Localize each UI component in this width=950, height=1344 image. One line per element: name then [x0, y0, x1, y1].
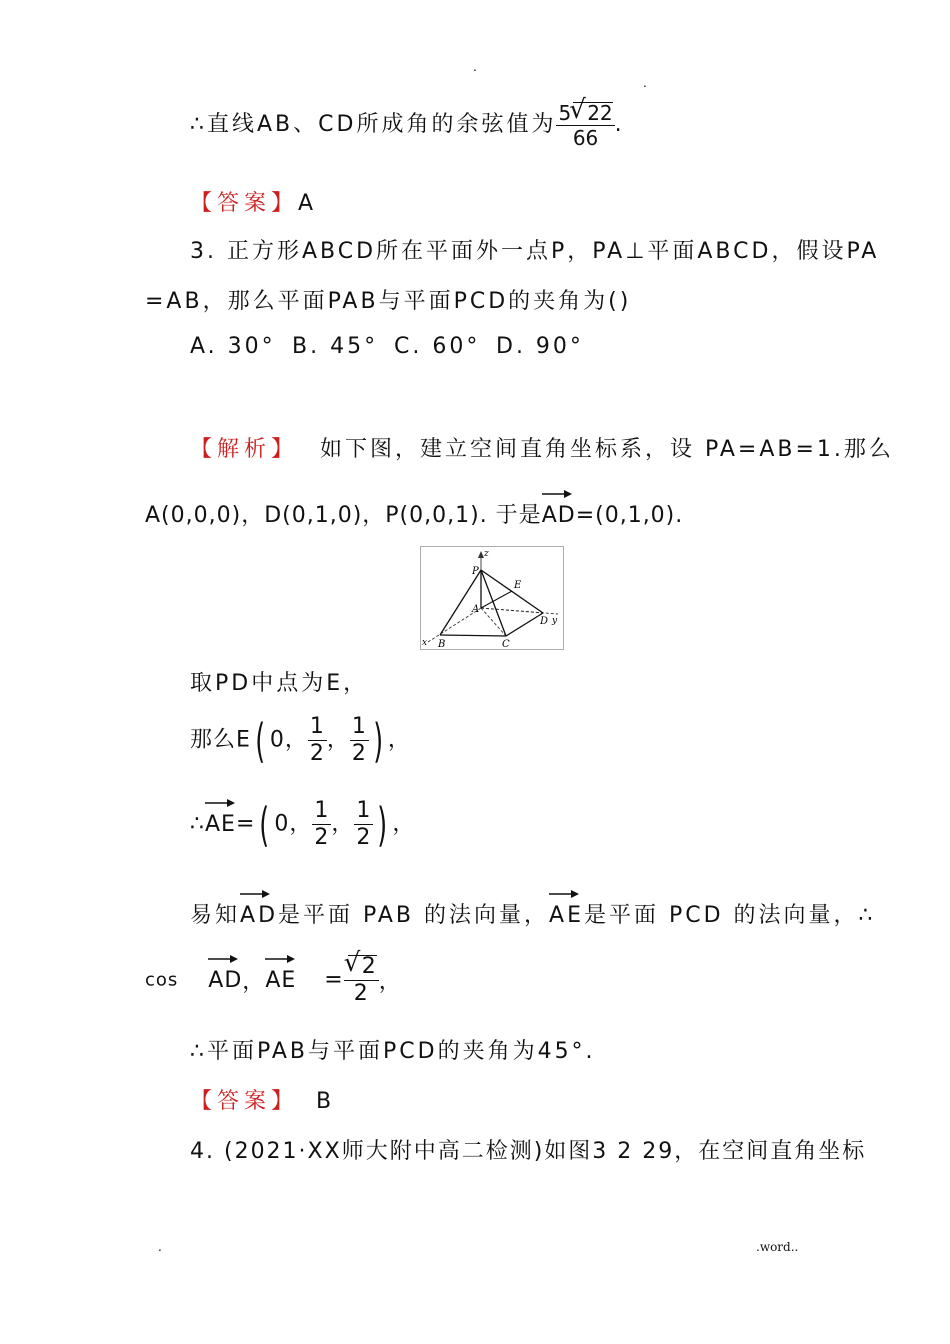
vector-ad-label: AD [541, 503, 576, 528]
vector-ae-label: AE [265, 967, 297, 993]
pyramid-figure [420, 546, 564, 650]
option-a: A. 30° [190, 334, 276, 359]
answer-label: 【答案】 [190, 1089, 299, 1114]
equals: = [235, 811, 256, 837]
half-fraction-1 [308, 716, 327, 765]
sqrt2-over-2 [344, 955, 379, 1005]
cos-sep: ， [242, 969, 266, 995]
vector-ae-3 [265, 968, 296, 993]
vector-ad-label: AD [208, 967, 243, 993]
label-c: C [502, 639, 510, 650]
label-p: P [472, 566, 479, 577]
half-fraction-3 [312, 800, 331, 849]
paren-right: ) [377, 797, 389, 852]
radicand: 22 [587, 101, 613, 125]
option-d: D. 90° [496, 334, 584, 359]
point-e-coords [190, 713, 411, 768]
sep: ， [331, 811, 355, 837]
vector-ad-3 [208, 968, 242, 993]
normal-c: 是平面 PCD 的法向量，∴ [583, 903, 876, 928]
cos-label: cos [145, 969, 179, 991]
answer-2 [190, 1084, 334, 1115]
radicand: 2 [361, 954, 377, 979]
q3-line2: =AB，那么平面PAB与平面PCD的夹角为() [145, 289, 632, 314]
cosine-result-line [190, 102, 625, 148]
q3-line1: 3. 正方形ABCD所在平面外一点P，PA⊥平面ABCD，假设PA [190, 239, 880, 264]
take-midpoint: 取PD中点为E， [190, 671, 369, 696]
analysis-label: 【解析】 [190, 437, 299, 462]
vector-arrow-icon [208, 954, 238, 964]
option-b: B. 45° [292, 334, 379, 359]
vector-ad [542, 503, 576, 528]
header-dot-left: . [473, 60, 477, 74]
label-a: A [472, 604, 480, 615]
analysis-line1 [190, 432, 894, 463]
e-zero: 0， [269, 727, 308, 753]
numerator-coef: 5 [558, 101, 572, 125]
normal-b: 是平面 PAB 的法向量， [278, 903, 550, 928]
footer-dot: . [158, 1240, 162, 1254]
paren-right: ) [373, 713, 384, 768]
e-prefix: 那么E [190, 727, 251, 753]
frac-num: 1 [356, 798, 372, 823]
paren-left: ( [255, 713, 266, 768]
normal-vectors-line [190, 898, 876, 929]
vector-ae-2 [549, 903, 584, 928]
vector-ad-label: AD [240, 903, 279, 928]
frac-num: 1 [309, 714, 325, 739]
frac-num: 1 [351, 714, 367, 739]
cosine-result-text: ∴直线AB、CD所成角的余弦值为 [190, 112, 557, 137]
q3-options [190, 334, 584, 359]
half-fraction-2 [350, 716, 369, 765]
cos-line [145, 955, 402, 1005]
answer-label: 【答案】 [190, 191, 299, 216]
vector-ae-label: AE [549, 903, 584, 928]
sqrt-2 [348, 955, 377, 978]
label-e: E [514, 580, 522, 591]
vector-ae-coords [190, 797, 416, 852]
option-c: C. 60° [394, 334, 481, 359]
vector-ae [205, 812, 236, 837]
label-b: B [438, 639, 446, 650]
answer-1 [190, 186, 316, 217]
half-fraction-4 [354, 800, 373, 849]
period: . [614, 112, 625, 137]
equals: = [324, 967, 344, 993]
label-z: z [484, 549, 489, 559]
tail: ， [392, 811, 416, 837]
footer-word: .word.. [756, 1240, 799, 1254]
analysis-text1: 如下图，建立空间直角坐标系，设 PA=AB=1.那么 [320, 437, 894, 462]
frac-den: 2 [309, 741, 325, 766]
label-y: y [552, 616, 558, 626]
coords-text: A(0,0,0)，D(0,1,0)，P(0,0,1). 于是 [145, 503, 542, 528]
vector-arrow-icon [205, 798, 235, 808]
sqrt-22 [573, 102, 612, 123]
frac-den: 2 [314, 825, 330, 850]
vector-arrow-icon [542, 489, 572, 499]
frac-den: 2 [353, 981, 369, 1006]
vector-arrow-icon [265, 954, 295, 964]
frac-den: 2 [356, 825, 372, 850]
label-x: x [422, 638, 428, 648]
label-d: D [540, 616, 549, 627]
cosine-fraction [556, 102, 614, 148]
vector-ad-2 [240, 903, 278, 928]
analysis-line2 [145, 498, 683, 529]
header-dot-right: . [643, 76, 647, 90]
conclusion: ∴平面PAB与平面PCD的夹角为45°. [190, 1039, 596, 1064]
paren-left: ( [259, 797, 271, 852]
frac-num: 1 [314, 798, 330, 823]
vector-ae-label: AE [205, 811, 236, 837]
q4-line1: 4. (2021·XX师大附中高二检测)如图3 2 29，在空间直角坐标 [190, 1139, 867, 1164]
answer-value: A [298, 191, 317, 216]
ae-zero: 0， [274, 811, 313, 837]
vector-arrow-icon [549, 889, 579, 899]
answer-value: B [316, 1089, 335, 1114]
therefore: ∴ [190, 811, 205, 837]
normal-a: 易知 [190, 903, 241, 928]
tail: ， [387, 727, 411, 753]
frac-den: 2 [351, 741, 367, 766]
vector-ad-value: =(0,1,0). [575, 503, 684, 528]
sep: ， [326, 727, 350, 753]
denominator: 66 [572, 126, 599, 150]
tail: ， [378, 969, 402, 995]
vector-arrow-icon [240, 889, 270, 899]
